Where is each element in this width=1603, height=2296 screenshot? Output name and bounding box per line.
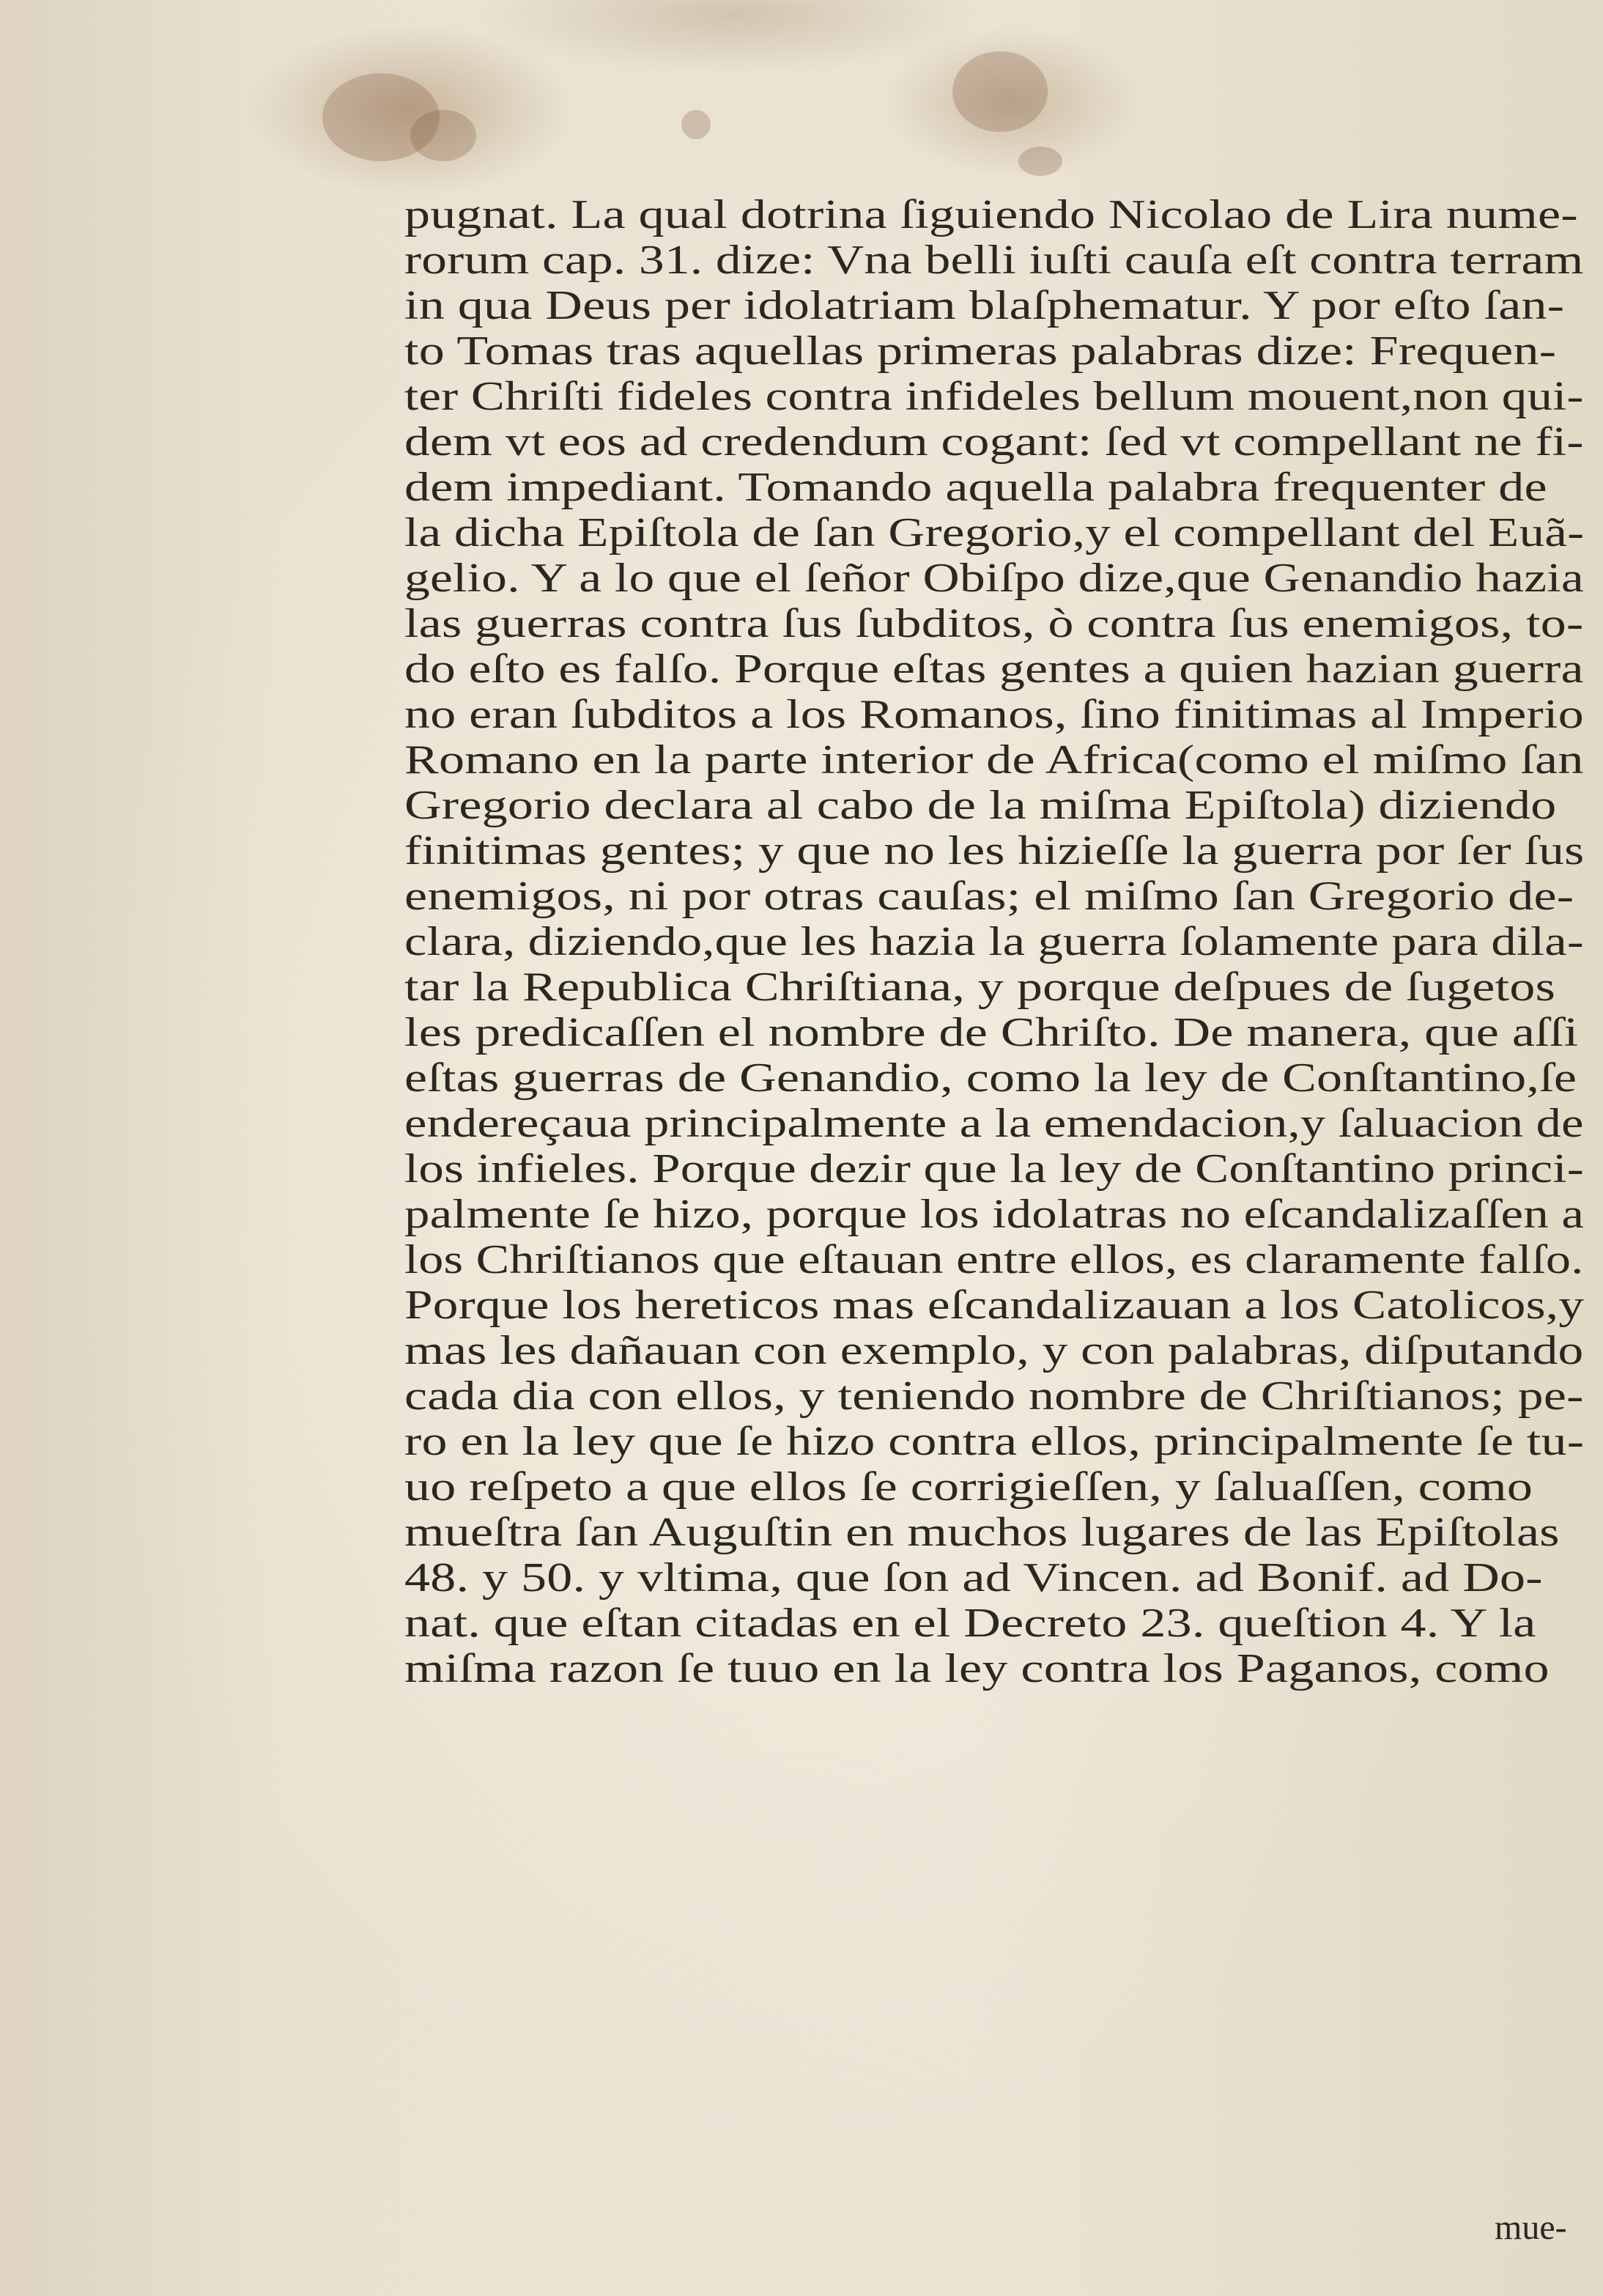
text-line: gelio. Y a lo que el ſeñor Obiſpo dize,que Genandio hazia bbox=[404, 555, 1584, 601]
water-stain bbox=[1018, 147, 1062, 176]
text-line: miſma razon ſe tuuo en la ley contra los Paganos, como bbox=[404, 1646, 1550, 1691]
text-line: rorum cap. 31. dize: Vna belli iuſti cauſa eſt contra terram bbox=[404, 237, 1584, 283]
text-line: cada dia con ellos, y teniendo nombre de Chriſtianos; pe- bbox=[404, 1373, 1584, 1419]
text-line: do eſto es falſo. Porque eſtas gentes a quien hazian guerra bbox=[404, 646, 1584, 692]
text-line: mueſtra ſan Auguſtin en muchos lugares de las Epiſtolas bbox=[404, 1510, 1560, 1555]
water-stain bbox=[681, 110, 711, 139]
water-stain bbox=[410, 110, 476, 161]
text-line: mas les dañauan con exemplo, y con palabras, diſputando bbox=[404, 1328, 1584, 1373]
text-line: palmente ſe hizo, porque los idolatras no eſcandalizaſſen a bbox=[404, 1192, 1585, 1237]
text-line: los infieles. Porque dezir que la ley de Conſtantino princi- bbox=[404, 1146, 1584, 1192]
text-line: Romano en la parte interior de Africa(como el miſmo ſan bbox=[404, 737, 1584, 783]
text-line: to Tomas tras aquellas primeras palabras dize: Frequen- bbox=[404, 328, 1557, 374]
text-line: la dicha Epiſtola de ſan Gregorio,y el compellant del Euã- bbox=[404, 510, 1585, 555]
text-line: dem impediant. Tomando aquella palabra frequenter de bbox=[404, 465, 1547, 510]
text-line: clara, diziendo,que les hazia la guerra ſolamente para dila- bbox=[404, 919, 1584, 964]
text-line: pugnat. La qual dotrina ſiguiendo Nicolao de Lira nume- bbox=[404, 192, 1578, 237]
text-line: endereçaua principalmente a la emendacion,y ſaluacion de bbox=[404, 1101, 1584, 1146]
text-line: nat. que eſtan citadas en el Decreto 23. queſtion 4. Y la bbox=[404, 1601, 1536, 1646]
text-line: tar la Republica Chriſtiana, y porque deſpues de ſugetos bbox=[404, 964, 1556, 1010]
text-line: finitimas gentes; y que no les hizieſſe la guerra por ſer ſus bbox=[404, 828, 1585, 874]
text-line: dem vt eos ad credendum cogant: ſed vt compellant ne fi- bbox=[404, 419, 1584, 465]
text-line: Porque los hereticos mas eſcandalizauan a los Catolicos,y bbox=[404, 1282, 1585, 1328]
text-line: las guerras contra ſus ſubditos, ò contra ſus enemigos, to- bbox=[404, 601, 1584, 646]
water-stain bbox=[952, 51, 1048, 132]
text-line: eſtas guerras de Genandio, como la ley de Conſtantino,ſe bbox=[404, 1055, 1577, 1101]
catchword: mue- bbox=[1495, 2208, 1567, 2247]
text-line: 48. y 50. y vltima, que ſon ad Vincen. ad Bonif. ad Do- bbox=[404, 1555, 1543, 1601]
text-line: ter Chriſti fideles contra infideles bellum mouent,non qui- bbox=[404, 374, 1584, 419]
text-line: no eran ſubditos a los Romanos, ſino finitimas al Imperio bbox=[404, 692, 1584, 737]
text-line: in qua Deus per idolatriam blaſphematur. Y por eſto ſan- bbox=[404, 283, 1565, 328]
text-line: enemigos, ni por otras cauſas; el miſmo ſan Gregorio de- bbox=[404, 874, 1574, 919]
text-line: les predicaſſen el nombre de Chriſto. De manera, que aſſi bbox=[404, 1010, 1579, 1055]
text-line: Gregorio declara al cabo de la miſma Epiſtola) diziendo bbox=[404, 783, 1557, 828]
text-line: uo reſpeto a que ellos ſe corrigieſſen, y ſaluaſſen, como bbox=[404, 1464, 1533, 1510]
text-line: los Chriſtianos que eſtauan entre ellos, es claramente falſo. bbox=[404, 1237, 1584, 1282]
text-line: ro en la ley que ſe hizo contra ellos, principalmente ſe tu- bbox=[404, 1419, 1585, 1464]
page-text bbox=[404, 192, 1584, 1691]
